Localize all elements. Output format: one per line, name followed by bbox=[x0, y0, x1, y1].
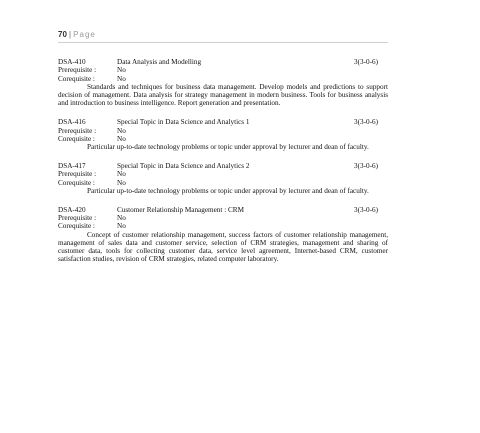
course-title: Customer Relationship Management : CRM bbox=[117, 205, 244, 214]
corequisite-label: Corequisite : bbox=[58, 178, 95, 187]
page-number: 70 bbox=[58, 30, 67, 39]
prerequisite-value: No bbox=[117, 126, 126, 135]
course-heading bbox=[58, 58, 388, 66]
prerequisite-label: Prerequisite : bbox=[58, 126, 97, 135]
prerequisite-value: No bbox=[117, 170, 126, 179]
corequisite-value: No bbox=[117, 178, 126, 187]
course-description: Concept of customer relationship management, success factors of customer relationship management, management of sales data and customer service, selection of CRM strategies, management and sharing of customer data, tools for collecting customer data, service level agreement, Internet-based CRM, customer satisfaction studies, revision of CRM strategies, related computer laboratory. bbox=[58, 230, 388, 264]
course-title: Special Topic in Data Science and Analytics 2 bbox=[117, 161, 250, 170]
corequisite-value: No bbox=[117, 134, 126, 143]
prerequisite-row bbox=[58, 66, 388, 74]
corequisite-label: Corequisite : bbox=[58, 222, 95, 231]
course-credits: 3(3-0-6) bbox=[354, 118, 378, 127]
prerequisite-value: No bbox=[117, 66, 126, 75]
course-entry bbox=[58, 58, 388, 108]
corequisite-value: No bbox=[117, 74, 126, 83]
course-credits: 3(3-0-6) bbox=[354, 205, 378, 214]
course-code: DSA-410 bbox=[58, 58, 86, 66]
corequisite-value: No bbox=[117, 222, 126, 231]
course-list bbox=[58, 58, 388, 274]
course-credits: 3(3-0-6) bbox=[354, 161, 378, 170]
course-code: DSA-416 bbox=[58, 118, 86, 127]
prerequisite-value: No bbox=[117, 213, 126, 222]
page-label: Page bbox=[73, 30, 96, 39]
course-title: Data Analysis and Modelling bbox=[117, 58, 202, 66]
course-title: Special Topic in Data Science and Analytics 1 bbox=[117, 118, 250, 127]
prerequisite-label: Prerequisite : bbox=[58, 66, 97, 75]
corequisite-row bbox=[58, 222, 388, 230]
corequisite-row bbox=[58, 75, 388, 83]
course-heading bbox=[58, 118, 388, 126]
course-credits: 3(3-0-6) bbox=[354, 58, 378, 66]
course-description: Particular up-to-date technology problems or topic under approval by lecturer and dean of faculty. bbox=[87, 186, 369, 195]
course-code: DSA-417 bbox=[58, 161, 86, 170]
corequisite-row bbox=[58, 135, 388, 143]
corequisite-label: Corequisite : bbox=[58, 74, 95, 83]
header-separator: | bbox=[68, 30, 72, 39]
course-heading bbox=[58, 206, 388, 214]
prerequisite-label: Prerequisite : bbox=[58, 170, 97, 179]
course-code: DSA-420 bbox=[58, 205, 86, 214]
corequisite-label: Corequisite : bbox=[58, 134, 95, 143]
corequisite-row bbox=[58, 179, 388, 187]
course-description: Particular up-to-date technology problems or topic under approval by lecturer and dean of faculty. bbox=[87, 143, 369, 152]
page-header bbox=[58, 30, 388, 43]
prerequisite-row bbox=[58, 127, 388, 135]
course-heading bbox=[58, 162, 388, 170]
prerequisite-label: Prerequisite : bbox=[58, 213, 97, 222]
prerequisite-row bbox=[58, 170, 388, 178]
course-entry bbox=[58, 206, 388, 264]
prerequisite-row bbox=[58, 214, 388, 222]
course-entry bbox=[58, 118, 388, 151]
course-entry bbox=[58, 162, 388, 195]
course-description: Standards and techniques for business data management. Develop models and predictions to support decision of management. Data analysis for strategy management in modern business. Tools for business analysis and introduction to business intelligence. Report generation and presentation. bbox=[58, 82, 388, 108]
